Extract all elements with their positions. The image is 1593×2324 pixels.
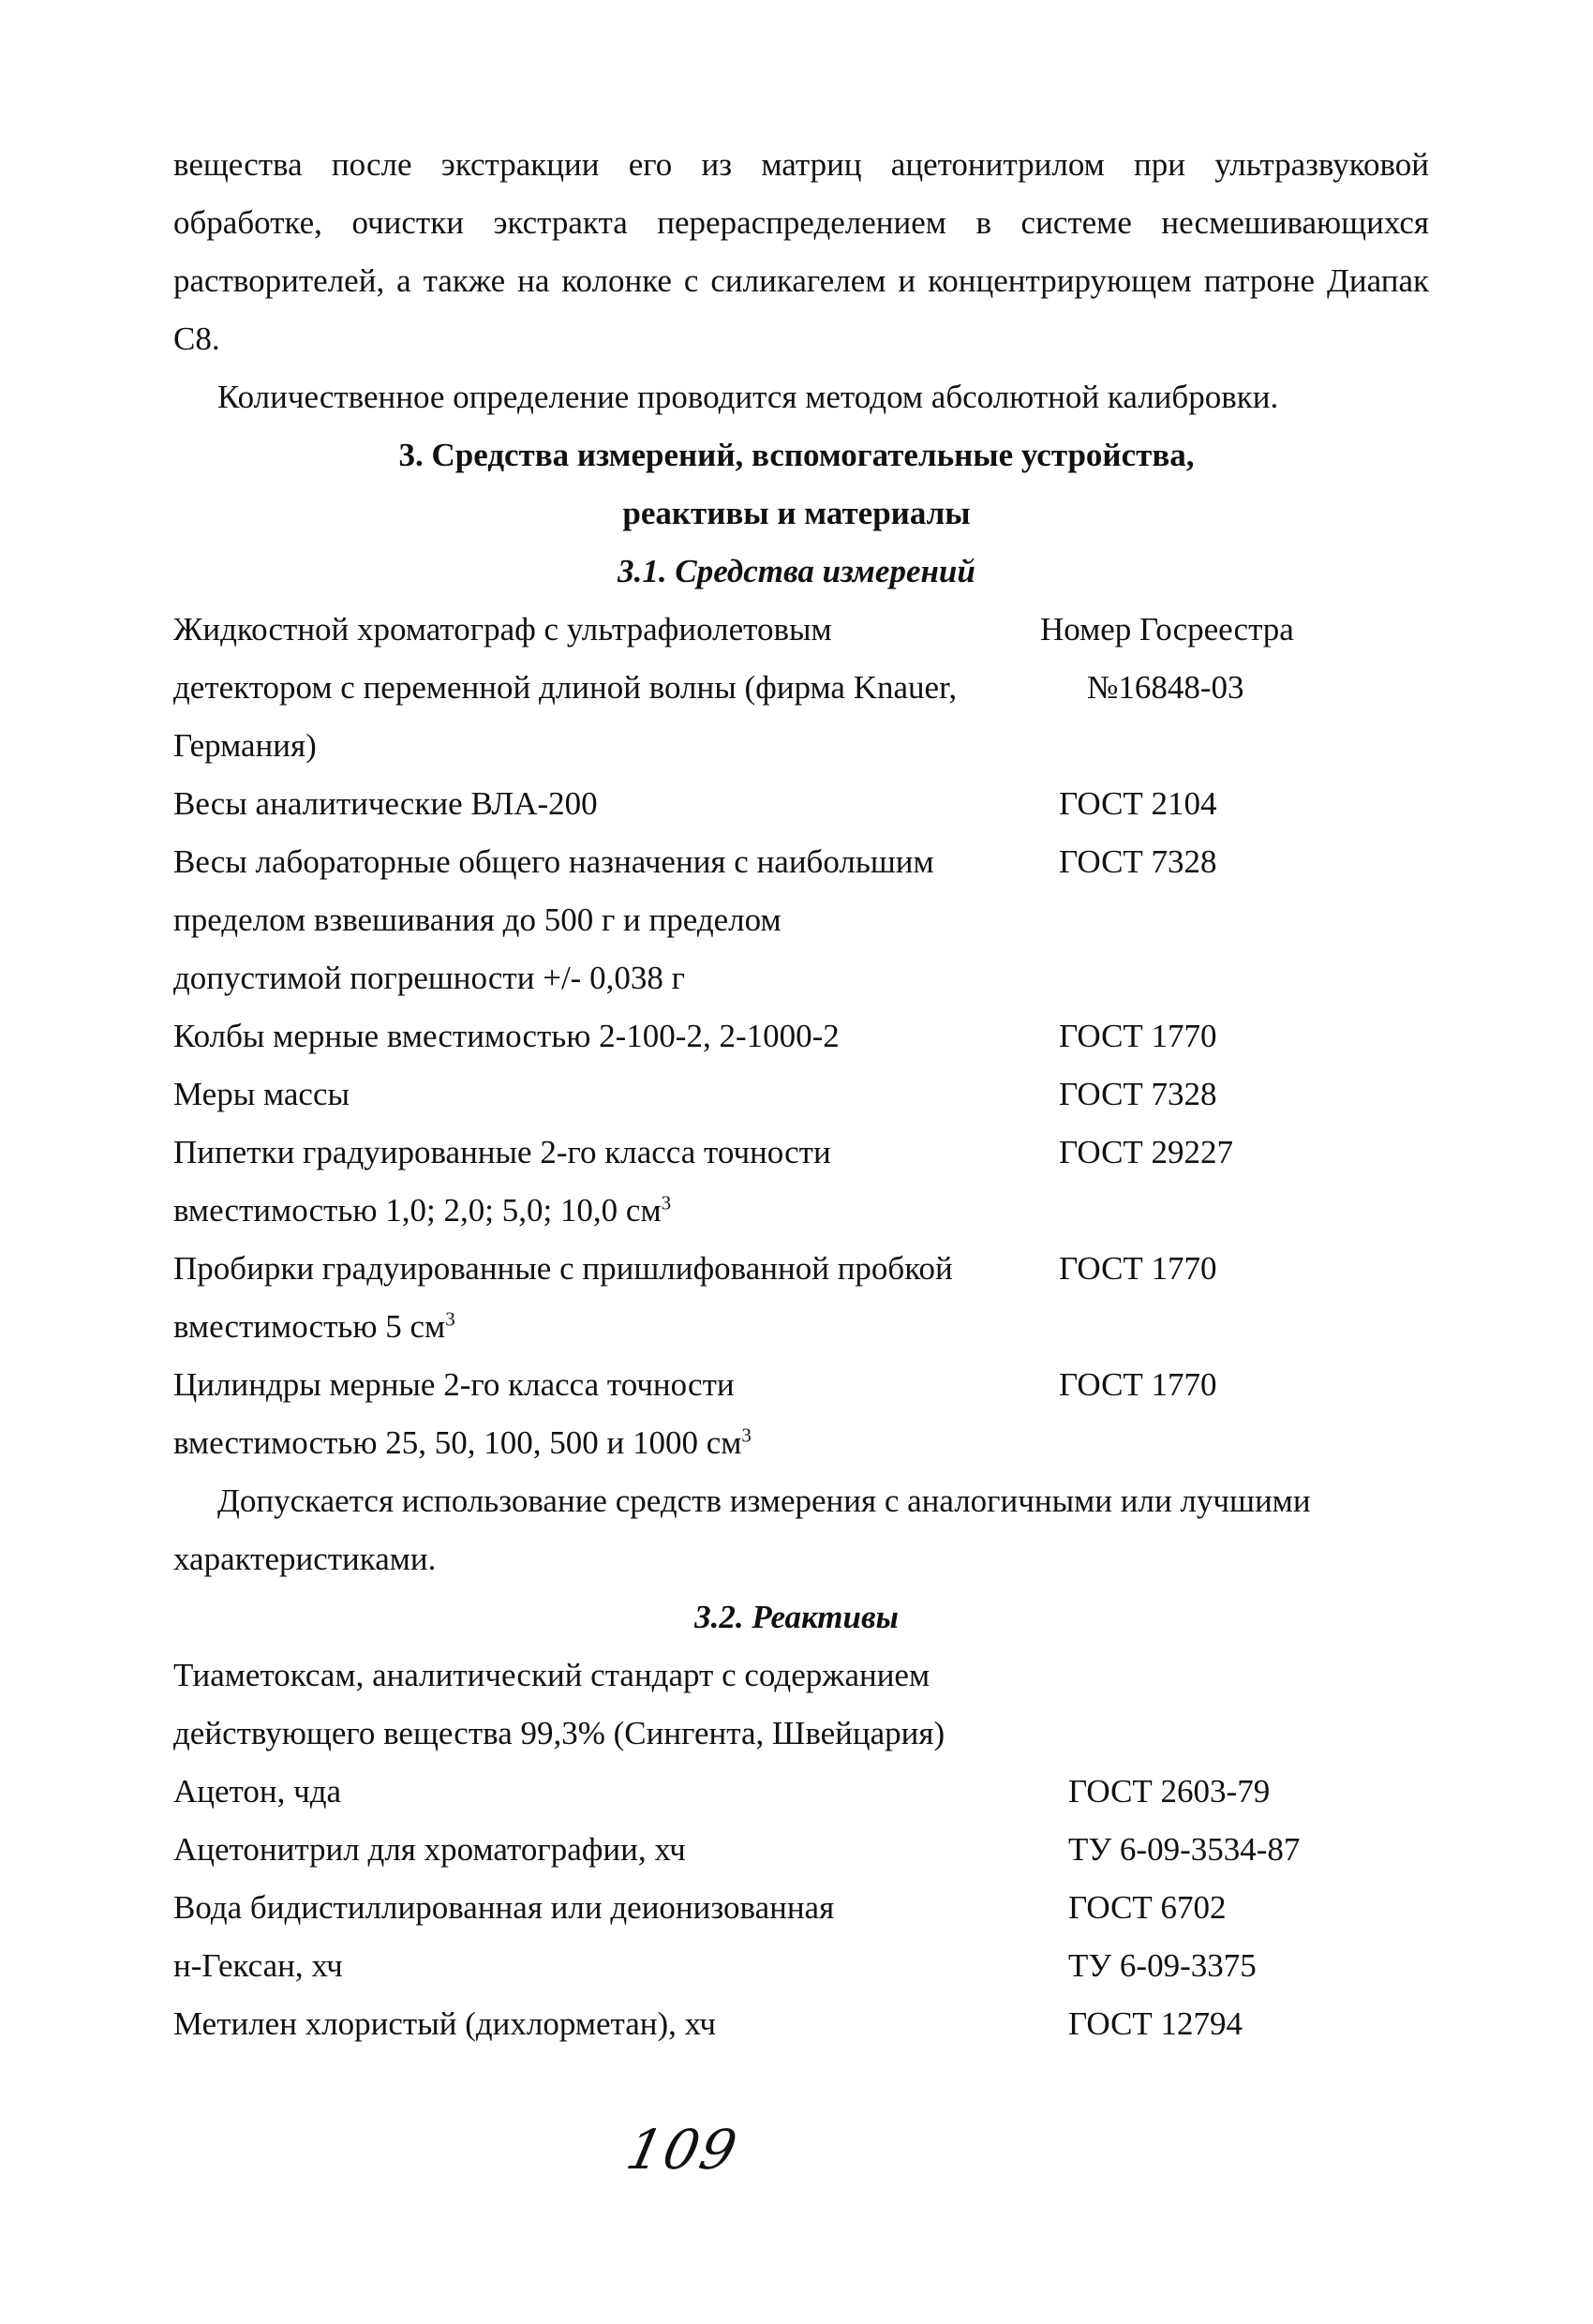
reagent-line: Ацетонитрил для хроматографии, хч (173, 1831, 686, 1868)
note-paragraph: характеристиками. (173, 1541, 437, 1577)
instrument-line-with-unit (173, 1307, 455, 1345)
section-heading: реактивы и материалы (622, 495, 971, 531)
instrument-line: вместимостью 5 см (173, 1308, 446, 1345)
section-heading: 3. Средства измерений, вспомогательные устройства, (398, 437, 1195, 473)
instrument-line: Цилиндры мерные 2-го класса точности (173, 1366, 735, 1403)
instrument-line-with-unit (173, 1191, 672, 1229)
instrument-line: Пипетки градуированные 2-го класса точности (173, 1134, 831, 1170)
instrument-line: Жидкостной хроматограф с ультрафиолетовым (173, 611, 832, 648)
instrument-line: вместимостью 25, 50, 100, 500 и 1000 см (173, 1424, 742, 1461)
reagent-ref: ГОСТ 2603-79 (1068, 1773, 1271, 1810)
reagent-ref: ГОСТ 12794 (1068, 2005, 1243, 2042)
subsection-heading: 3.1. Средства измерений (618, 553, 975, 589)
intro-line: растворителей, а также на колонке с силикагелем и концентрирующем патроне Диапак (173, 262, 1429, 299)
instrument-line: Меры массы (173, 1076, 350, 1112)
instrument-line: Пробирки градуированные с пришлифованной пробкой (173, 1250, 953, 1287)
reagent-line: н-Гексан, хч (173, 1947, 343, 1984)
registry-number: №16848-03 (1087, 669, 1244, 706)
instrument-ref: ГОСТ 1770 (1059, 1250, 1217, 1287)
instrument-ref: ГОСТ 7328 (1059, 843, 1217, 880)
reagent-line: Метилен хлористый (дихлорметан), хч (173, 2005, 717, 2042)
instrument-line: Германия) (173, 727, 317, 764)
subsection-heading: 3.2. Реактивы (694, 1599, 899, 1635)
reagent-line: Вода бидистиллированная или деионизованная (173, 1889, 835, 1926)
instrument-ref: ГОСТ 2104 (1059, 785, 1217, 822)
handwritten-page-number: 109 (620, 2118, 744, 2182)
instrument-line: Весы лабораторные общего назначения с наибольшим (173, 843, 934, 880)
registry-label: Номер Госреестра (1040, 611, 1294, 648)
note-paragraph: Допускается использование средств измерения с аналогичными или лучшими (217, 1482, 1311, 1519)
reagent-line: Тиаметоксам, аналитический стандарт с содержанием (173, 1657, 930, 1693)
instrument-line: вместимостью 1,0; 2,0; 5,0; 10,0 см (173, 1192, 662, 1229)
instrument-ref: ГОСТ 7328 (1059, 1076, 1217, 1112)
instrument-ref: ГОСТ 1770 (1059, 1366, 1217, 1403)
reagent-line: действующего вещества 99,3% (Сингента, Швейцария) (173, 1715, 945, 1751)
instrument-ref: ГОСТ 29227 (1059, 1134, 1234, 1170)
instrument-line: допустимой погрешности +/- 0,038 г (173, 960, 685, 996)
reagent-ref: ТУ 6-09-3375 (1068, 1947, 1257, 1984)
quant-paragraph: Количественное определение проводится методом абсолютной калибровки. (217, 379, 1279, 415)
unit-superscript: 3 (661, 1191, 672, 1214)
intro-line: вещества после экстракции его из матриц ацетонитрилом при ультразвуковой (173, 146, 1429, 183)
reagent-ref: ТУ 6-09-3534-87 (1068, 1831, 1301, 1868)
instrument-ref: ГОСТ 1770 (1059, 1018, 1217, 1054)
instrument-line-with-unit (173, 1423, 752, 1461)
intro-line: обработке, очистки экстракта перераспределением в системе несмешивающихся (173, 204, 1429, 241)
instrument-line: пределом взвешивания до 500 г и пределом (173, 901, 782, 938)
unit-superscript: 3 (445, 1307, 455, 1331)
unit-superscript: 3 (741, 1423, 752, 1447)
reagent-line: Ацетон, чда (173, 1773, 342, 1810)
instrument-line: детектором с переменной длиной волны (фирма Knauer, (173, 669, 958, 706)
instrument-line: Весы аналитические ВЛА-200 (173, 785, 598, 822)
intro-line: С8. (173, 320, 220, 357)
reagent-ref: ГОСТ 6702 (1068, 1889, 1227, 1926)
instrument-line: Колбы мерные вместимостью 2-100-2, 2-1000-2 (173, 1018, 840, 1054)
